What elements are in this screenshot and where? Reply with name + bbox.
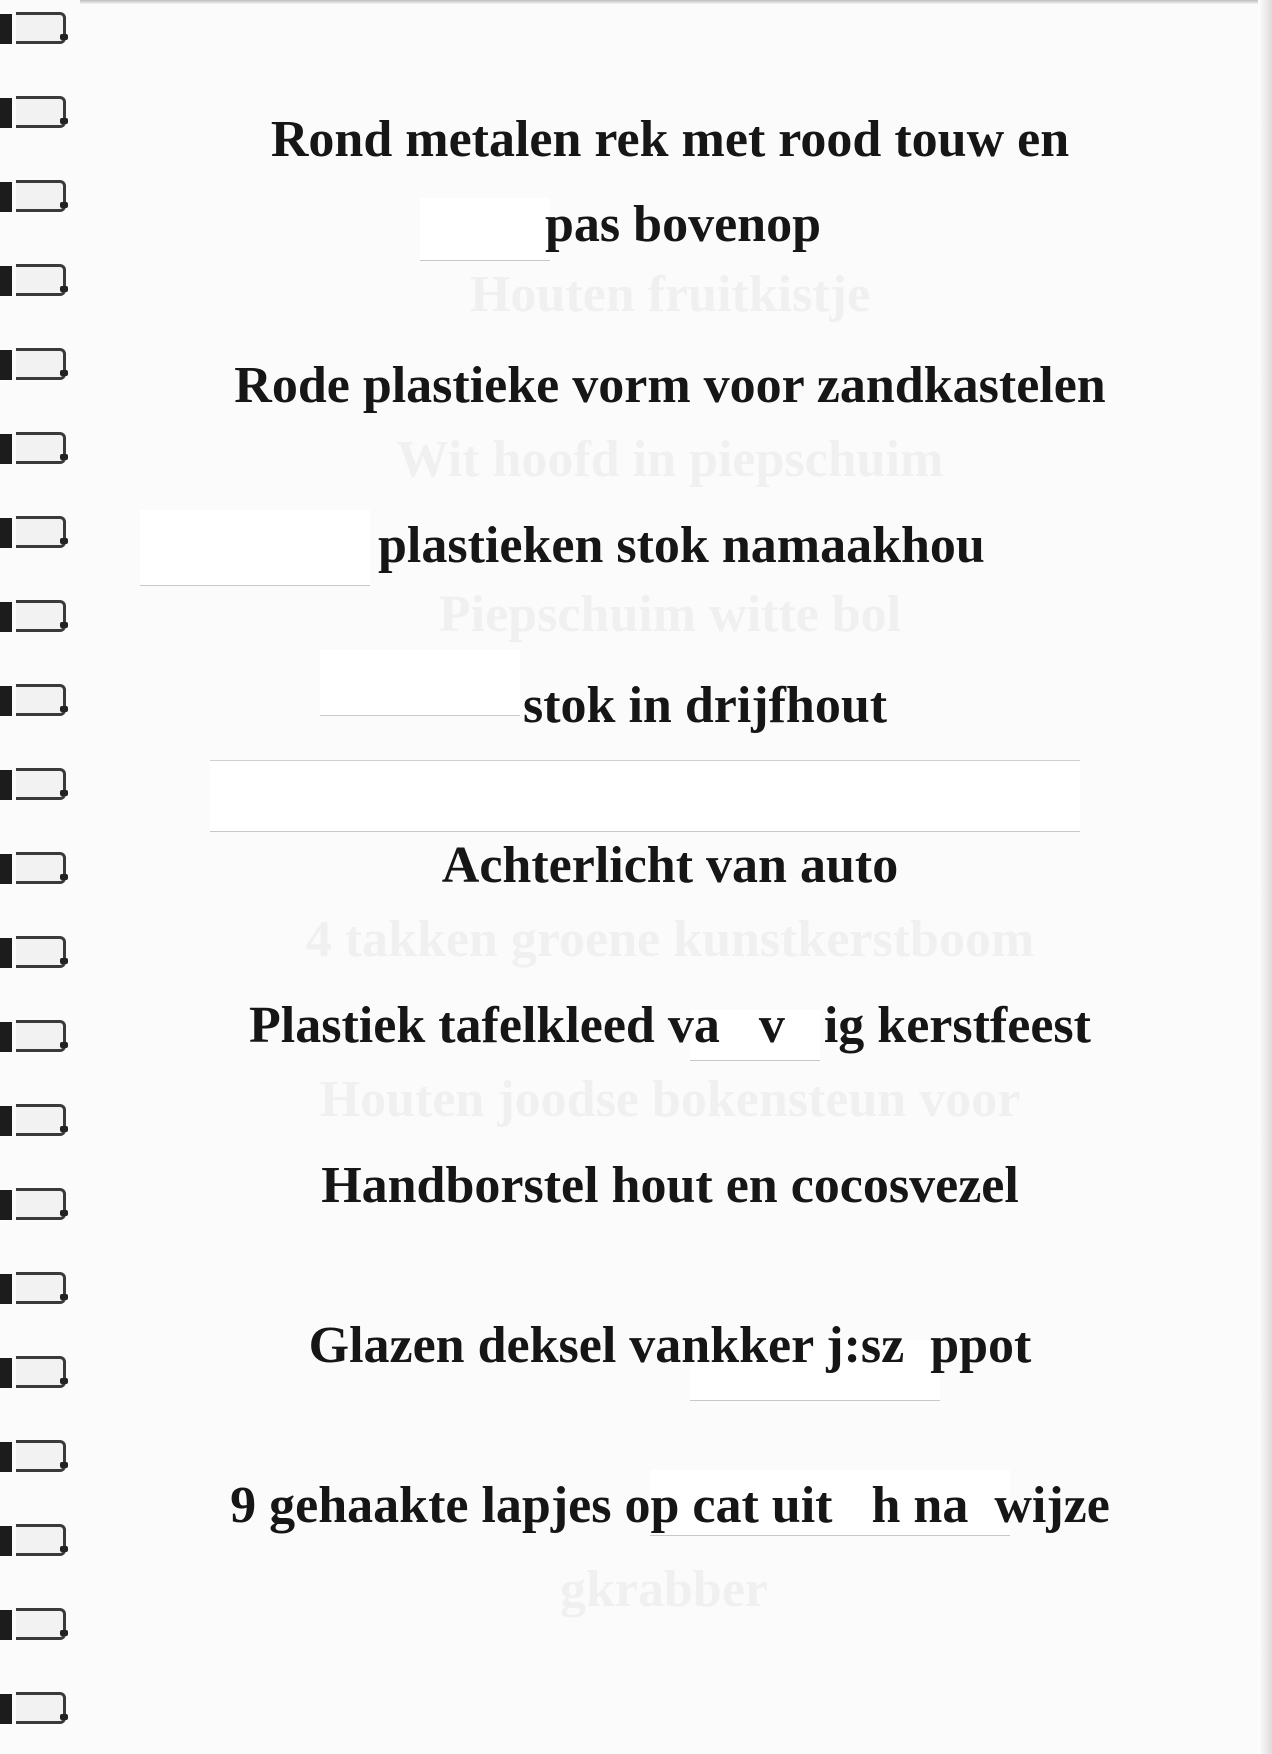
binding-bar [0,518,12,548]
binding-bar [0,434,12,464]
item-line: Handborstel hout en cocosvezel [321,1157,1019,1214]
binding-loop [16,180,66,212]
binding-loop [16,1104,66,1136]
binding-coil [0,934,74,972]
binding-hole [60,622,68,628]
binding-loop [16,516,66,548]
binding-bar [0,854,12,884]
binding-bar [0,602,12,632]
binding-loop [16,1356,66,1388]
binding-coil [0,766,74,804]
binding-hole [60,1294,68,1300]
item-line: Rond metalen rek met rood touw en [270,111,1070,168]
binding-bar [0,14,12,44]
binding-coil [0,1270,74,1308]
page-top-edge [80,0,1272,4]
binding-hole [60,370,68,376]
paste-over-patch [210,760,1080,832]
item-line: plastieken stok namaakhou [378,517,985,574]
item-line: 9 gehaakte lapjes op cat uit h na wijze [230,1477,1110,1534]
binding-loop [16,936,66,968]
binding-coil [0,682,74,720]
paste-over-patch [140,510,370,586]
binding-hole [60,1630,68,1636]
binding-coil [0,514,74,552]
binding-loop [16,1524,66,1556]
binding-hole [60,34,68,40]
binding-bar [0,770,12,800]
binding-loop [16,1188,66,1220]
binding-coil [0,1186,74,1224]
binding-hole [60,1042,68,1048]
binding-bar [0,1694,12,1724]
binding-loop [16,600,66,632]
binding-bar [0,1190,12,1220]
item-line: Rode plastieke vorm voor zandkastelen [234,357,1106,414]
binding-hole [60,1462,68,1468]
binding-hole [60,454,68,460]
binding-hole [60,1126,68,1132]
page-right-edge [1258,0,1272,1754]
binding-bar [0,98,12,128]
binding-hole [60,538,68,544]
spiral-binding [0,0,90,1754]
binding-hole [60,286,68,292]
binding-hole [60,1546,68,1552]
binding-coil [0,10,74,48]
item-line: pas bovenop [545,196,821,253]
bleed-through-line: 4 takken groene kunstkerstboom [305,911,1035,968]
binding-hole [60,1714,68,1720]
binding-loop [16,1440,66,1472]
binding-loop [16,1020,66,1052]
binding-hole [60,706,68,712]
binding-coil [0,262,74,300]
bleed-through-line: Piepschuim witte bol [438,586,902,643]
binding-loop [16,348,66,380]
binding-coil [0,1018,74,1056]
binding-loop [16,1272,66,1304]
binding-loop [16,1692,66,1724]
binding-bar [0,1274,12,1304]
binding-loop [16,852,66,884]
binding-coil [0,1690,74,1728]
binding-hole [60,958,68,964]
item-line: Plastiek tafelkleed va v ig kerstfeest [249,997,1091,1054]
binding-bar [0,182,12,212]
binding-bar [0,266,12,296]
paste-over-patch [320,650,520,716]
binding-coil [0,1522,74,1560]
binding-loop [16,432,66,464]
binding-hole [60,1378,68,1384]
binding-hole [60,202,68,208]
binding-bar [0,1022,12,1052]
item-line: stok in drijfhout [523,677,888,734]
binding-loop [16,12,66,44]
binding-coil [0,598,74,636]
binding-coil [0,1102,74,1140]
binding-coil [0,1438,74,1476]
binding-loop [16,264,66,296]
binding-coil [0,850,74,888]
binding-coil [0,430,74,468]
binding-loop [16,1608,66,1640]
binding-bar [0,1106,12,1136]
bleed-through-line: Houten joodse bokensteun voor [319,1071,1021,1128]
binding-coil [0,94,74,132]
binding-bar [0,1526,12,1556]
binding-hole [60,874,68,880]
binding-coil [0,178,74,216]
bleed-through-line: Houten fruitkistje [469,266,871,323]
binding-hole [60,790,68,796]
binding-coil [0,346,74,384]
item-line: Glazen deksel vankker j:sz ppot [308,1317,1032,1374]
item-line: Achterlicht van auto [441,837,899,894]
binding-bar [0,1610,12,1640]
binding-coil [0,1606,74,1644]
binding-loop [16,96,66,128]
binding-bar [0,686,12,716]
binding-bar [0,1358,12,1388]
binding-hole [60,118,68,124]
binding-hole [60,1210,68,1216]
bleed-through-line: gkrabber [560,1561,768,1618]
binding-bar [0,938,12,968]
binding-loop [16,768,66,800]
bleed-through-line: Wit hoofd in piepschuim [396,431,944,488]
binding-bar [0,350,12,380]
binding-loop [16,684,66,716]
binding-bar [0,1442,12,1472]
paste-over-patch [420,198,550,261]
binding-coil [0,1354,74,1392]
